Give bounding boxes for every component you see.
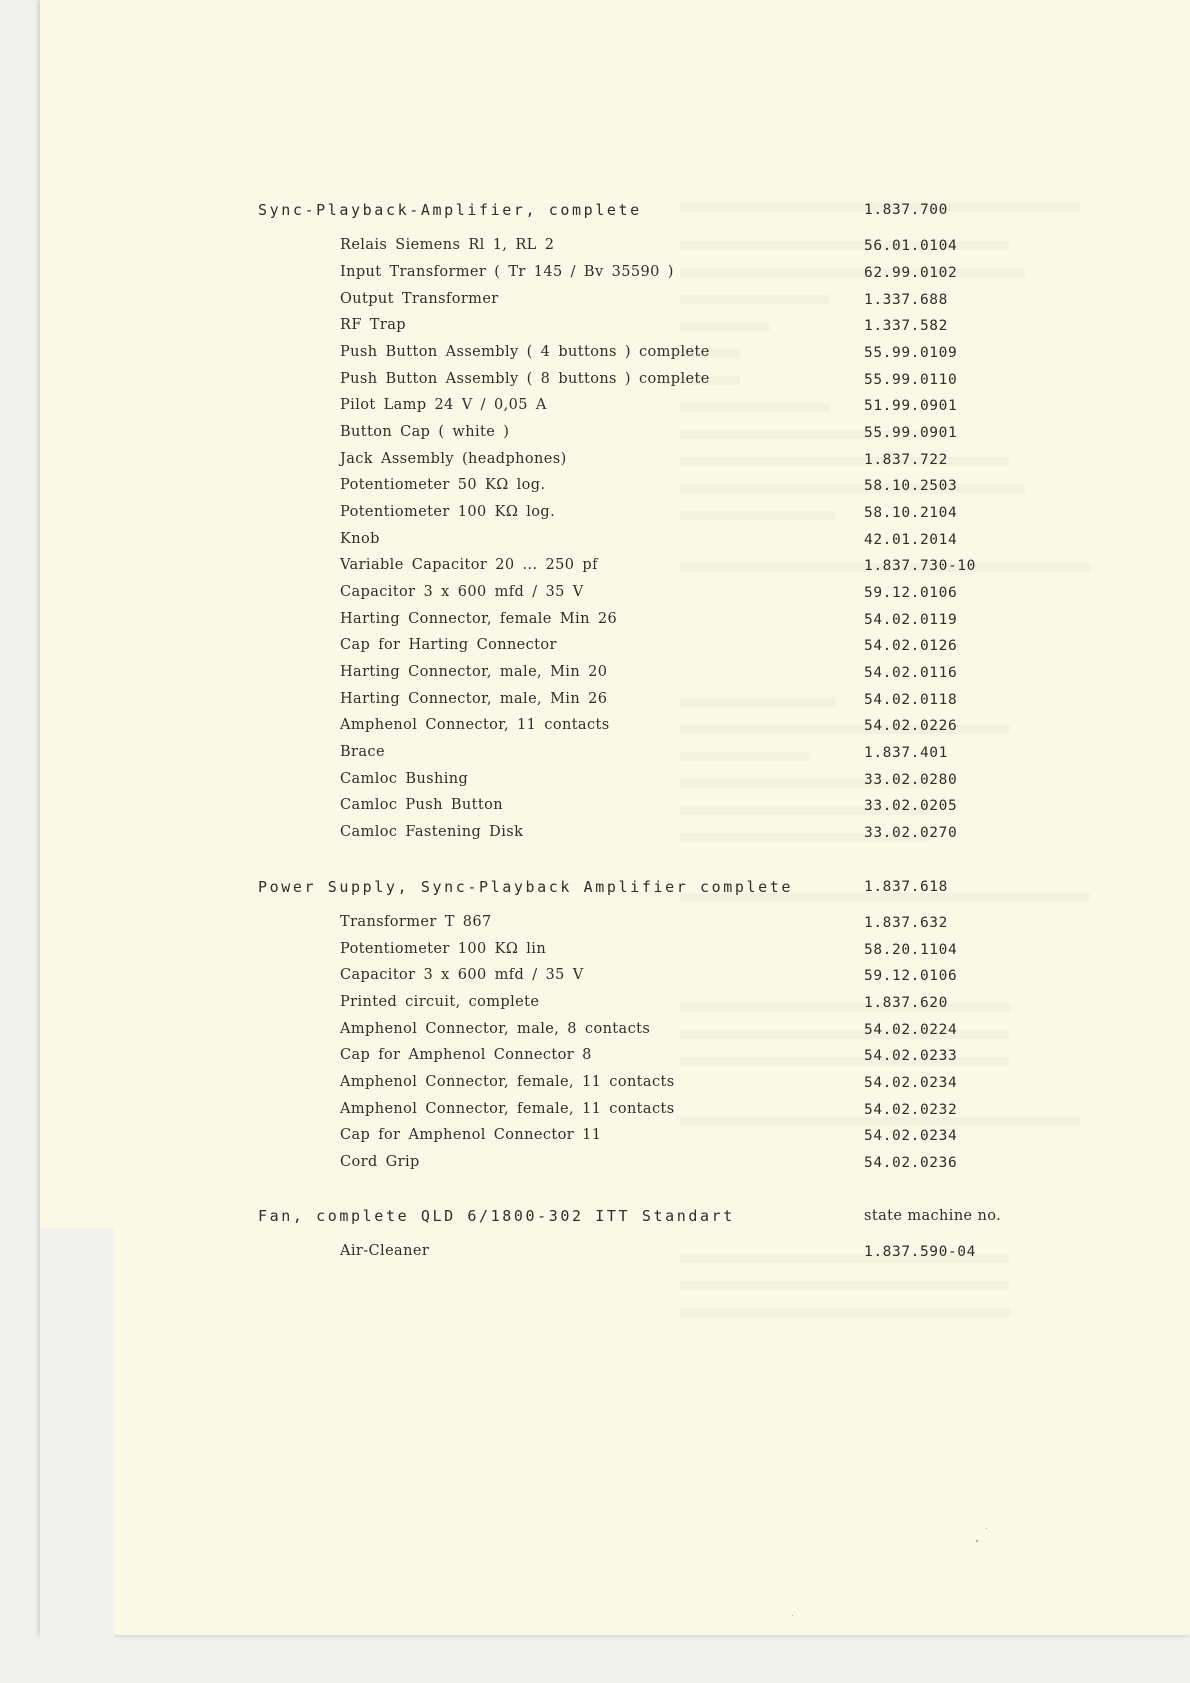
section-title: Sync-Playback-Amplifier, complete	[258, 201, 642, 219]
item-part-number: 54.02.0118	[864, 692, 958, 708]
item-description: Amphenol Connector, female, 11 contacts	[340, 1101, 675, 1117]
item-description: Harting Connector, female Min 26	[340, 611, 618, 627]
item-part-number: 1.837.401	[864, 745, 948, 761]
item-description: Pilot Lamp 24 V / 0,05 A	[340, 397, 547, 413]
item-description: Camloc Bushing	[340, 771, 469, 787]
item-part-number: 59.12.0106	[864, 968, 958, 984]
item-part-number: 58.10.2104	[864, 505, 958, 521]
item-description: Output Transformer	[340, 291, 499, 307]
item-description: Amphenol Connector, female, 11 contacts	[340, 1074, 675, 1090]
item-part-number: 1.837.730-10	[864, 558, 976, 574]
item-description: Cap for Harting Connector	[340, 637, 557, 653]
item-part-number: 62.99.0102	[864, 265, 958, 281]
item-description: Air-Cleaner	[340, 1243, 430, 1259]
item-part-number: 58.10.2503	[864, 478, 958, 494]
item-description: Potentiometer 50 KΩ log.	[340, 477, 546, 493]
item-part-number: 1.837.590-04	[864, 1244, 976, 1260]
item-part-number: 55.99.0901	[864, 425, 958, 441]
item-part-number: 54.02.0226	[864, 718, 958, 734]
item-description: Relais Siemens Rl 1, RL 2	[340, 237, 555, 253]
item-part-number: 33.02.0205	[864, 798, 958, 814]
item-part-number: 54.02.0232	[864, 1102, 958, 1118]
item-part-number: 1.837.632	[864, 915, 948, 931]
item-description: Amphenol Connector, 11 contacts	[340, 717, 610, 733]
section-part-number: 1.837.700	[864, 202, 948, 218]
item-part-number: 1.837.620	[864, 995, 948, 1011]
item-part-number: 33.02.0270	[864, 825, 958, 841]
paper-speck	[976, 1540, 978, 1542]
item-description: Input Transformer ( Tr 145 / Bv 35590 )	[340, 264, 674, 280]
item-part-number: 54.02.0233	[864, 1048, 958, 1064]
item-description: RF Trap	[340, 317, 406, 333]
item-part-number: 33.02.0280	[864, 772, 958, 788]
item-description: Amphenol Connector, male, 8 contacts	[340, 1021, 651, 1037]
item-part-number: 59.12.0106	[864, 585, 958, 601]
item-description: Push Button Assembly ( 8 buttons ) complete	[340, 371, 710, 387]
item-description: Printed circuit, complete	[340, 994, 540, 1010]
item-description: Button Cap ( white )	[340, 424, 510, 440]
paper-speck	[792, 1615, 793, 1616]
item-description: Brace	[340, 744, 385, 760]
section-part-number: state machine no.	[864, 1208, 1002, 1224]
item-description: Capacitor 3 x 600 mfd / 35 V	[340, 584, 584, 600]
item-part-number: 54.02.0234	[864, 1075, 958, 1091]
item-description: Jack Assembly (headphones)	[340, 451, 567, 467]
item-description: Cord Grip	[340, 1154, 420, 1170]
item-part-number: 1.837.722	[864, 452, 948, 468]
item-part-number: 1.337.582	[864, 318, 948, 334]
item-part-number: 55.99.0110	[864, 372, 958, 388]
section-title: Power Supply, Sync-Playback Amplifier complete	[258, 878, 794, 896]
paper-speck	[986, 1528, 987, 1529]
item-part-number: 54.02.0126	[864, 638, 958, 654]
item-description: Capacitor 3 x 600 mfd / 35 V	[340, 967, 584, 983]
item-part-number: 54.02.0116	[864, 665, 958, 681]
item-part-number: 1.337.688	[864, 292, 948, 308]
item-part-number: 58.20.1104	[864, 942, 958, 958]
item-description: Push Button Assembly ( 4 buttons ) complete	[340, 344, 710, 360]
item-description: Harting Connector, male, Min 26	[340, 691, 608, 707]
item-description: Cap for Amphenol Connector 11	[340, 1127, 602, 1143]
item-description: Variable Capacitor 20 ... 250 pf	[340, 557, 598, 573]
item-part-number: 54.02.0224	[864, 1022, 958, 1038]
item-part-number: 54.02.0236	[864, 1155, 958, 1171]
item-part-number: 51.99.0901	[864, 398, 958, 414]
section-part-number: 1.837.618	[864, 879, 948, 895]
item-description: Camloc Fastening Disk	[340, 824, 524, 840]
item-description: Cap for Amphenol Connector 8	[340, 1047, 592, 1063]
section-title: Fan, complete QLD 6/1800-302 ITT Standart	[258, 1207, 735, 1225]
item-description: Knob	[340, 531, 380, 547]
item-part-number: 55.99.0109	[864, 345, 958, 361]
item-part-number: 54.02.0234	[864, 1128, 958, 1144]
item-description: Transformer T 867	[340, 914, 492, 930]
item-description: Camloc Push Button	[340, 797, 503, 813]
item-description: Potentiometer 100 KΩ lin	[340, 941, 547, 957]
item-part-number: 54.02.0119	[864, 612, 958, 628]
item-description: Harting Connector, male, Min 20	[340, 664, 608, 680]
item-part-number: 56.01.0104	[864, 238, 958, 254]
item-part-number: 42.01.2014	[864, 532, 958, 548]
item-description: Potentiometer 100 KΩ log.	[340, 504, 556, 520]
